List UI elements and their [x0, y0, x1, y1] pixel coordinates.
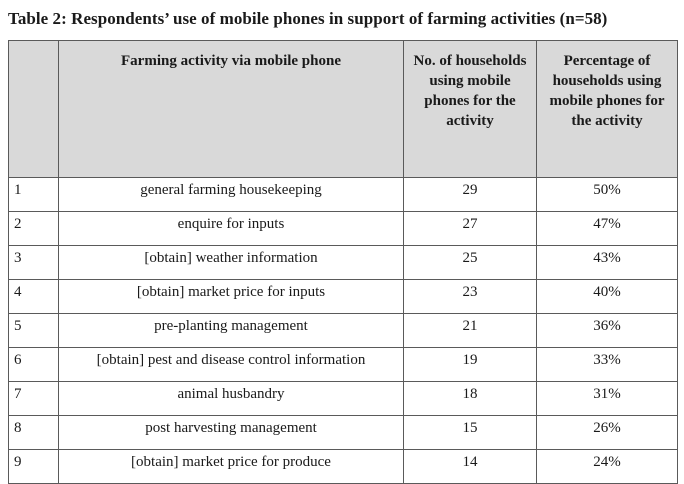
row-percentage: 43%	[537, 246, 678, 280]
row-activity: animal husbandry	[59, 382, 404, 416]
row-percentage: 40%	[537, 280, 678, 314]
table-header-row	[9, 41, 678, 178]
table-row	[9, 382, 678, 416]
row-households: 21	[404, 314, 537, 348]
row-households: 27	[404, 212, 537, 246]
row-households: 19	[404, 348, 537, 382]
table-row	[9, 212, 678, 246]
header-percentage: Percentage of households using mobile phones for the activity	[537, 41, 678, 178]
row-number: 4	[9, 280, 59, 314]
row-households: 15	[404, 416, 537, 450]
row-number: 8	[9, 416, 59, 450]
row-activity: [obtain] market price for inputs	[59, 280, 404, 314]
row-percentage: 50%	[537, 178, 678, 212]
row-percentage: 47%	[537, 212, 678, 246]
row-number: 5	[9, 314, 59, 348]
row-households: 29	[404, 178, 537, 212]
row-households: 18	[404, 382, 537, 416]
row-number: 9	[9, 450, 59, 484]
header-households: No. of households using mobile phones for the activity	[404, 41, 537, 178]
row-percentage: 26%	[537, 416, 678, 450]
header-activity: Farming activity via mobile phone	[59, 41, 404, 178]
table-row	[9, 178, 678, 212]
row-number: 6	[9, 348, 59, 382]
header-index	[9, 41, 59, 178]
table-row	[9, 280, 678, 314]
row-households: 23	[404, 280, 537, 314]
row-activity: general farming housekeeping	[59, 178, 404, 212]
row-activity: [obtain] pest and disease control information	[59, 348, 404, 382]
row-activity: enquire for inputs	[59, 212, 404, 246]
table-row	[9, 450, 678, 484]
row-percentage: 36%	[537, 314, 678, 348]
row-percentage: 31%	[537, 382, 678, 416]
row-percentage: 24%	[537, 450, 678, 484]
farming-activities-table	[8, 40, 678, 484]
row-number: 2	[9, 212, 59, 246]
row-number: 7	[9, 382, 59, 416]
row-activity: [obtain] weather information	[59, 246, 404, 280]
table-caption: Table 2: Respondents’ use of mobile phones in support of farming activities (n=58)	[8, 9, 608, 28]
row-activity: [obtain] market price for produce	[59, 450, 404, 484]
row-activity: post harvesting management	[59, 416, 404, 450]
row-households: 14	[404, 450, 537, 484]
row-number: 1	[9, 178, 59, 212]
row-activity: pre-planting management	[59, 314, 404, 348]
table-row	[9, 348, 678, 382]
table-row	[9, 314, 678, 348]
table-row	[9, 416, 678, 450]
row-percentage: 33%	[537, 348, 678, 382]
row-households: 25	[404, 246, 537, 280]
row-number: 3	[9, 246, 59, 280]
table-row	[9, 246, 678, 280]
